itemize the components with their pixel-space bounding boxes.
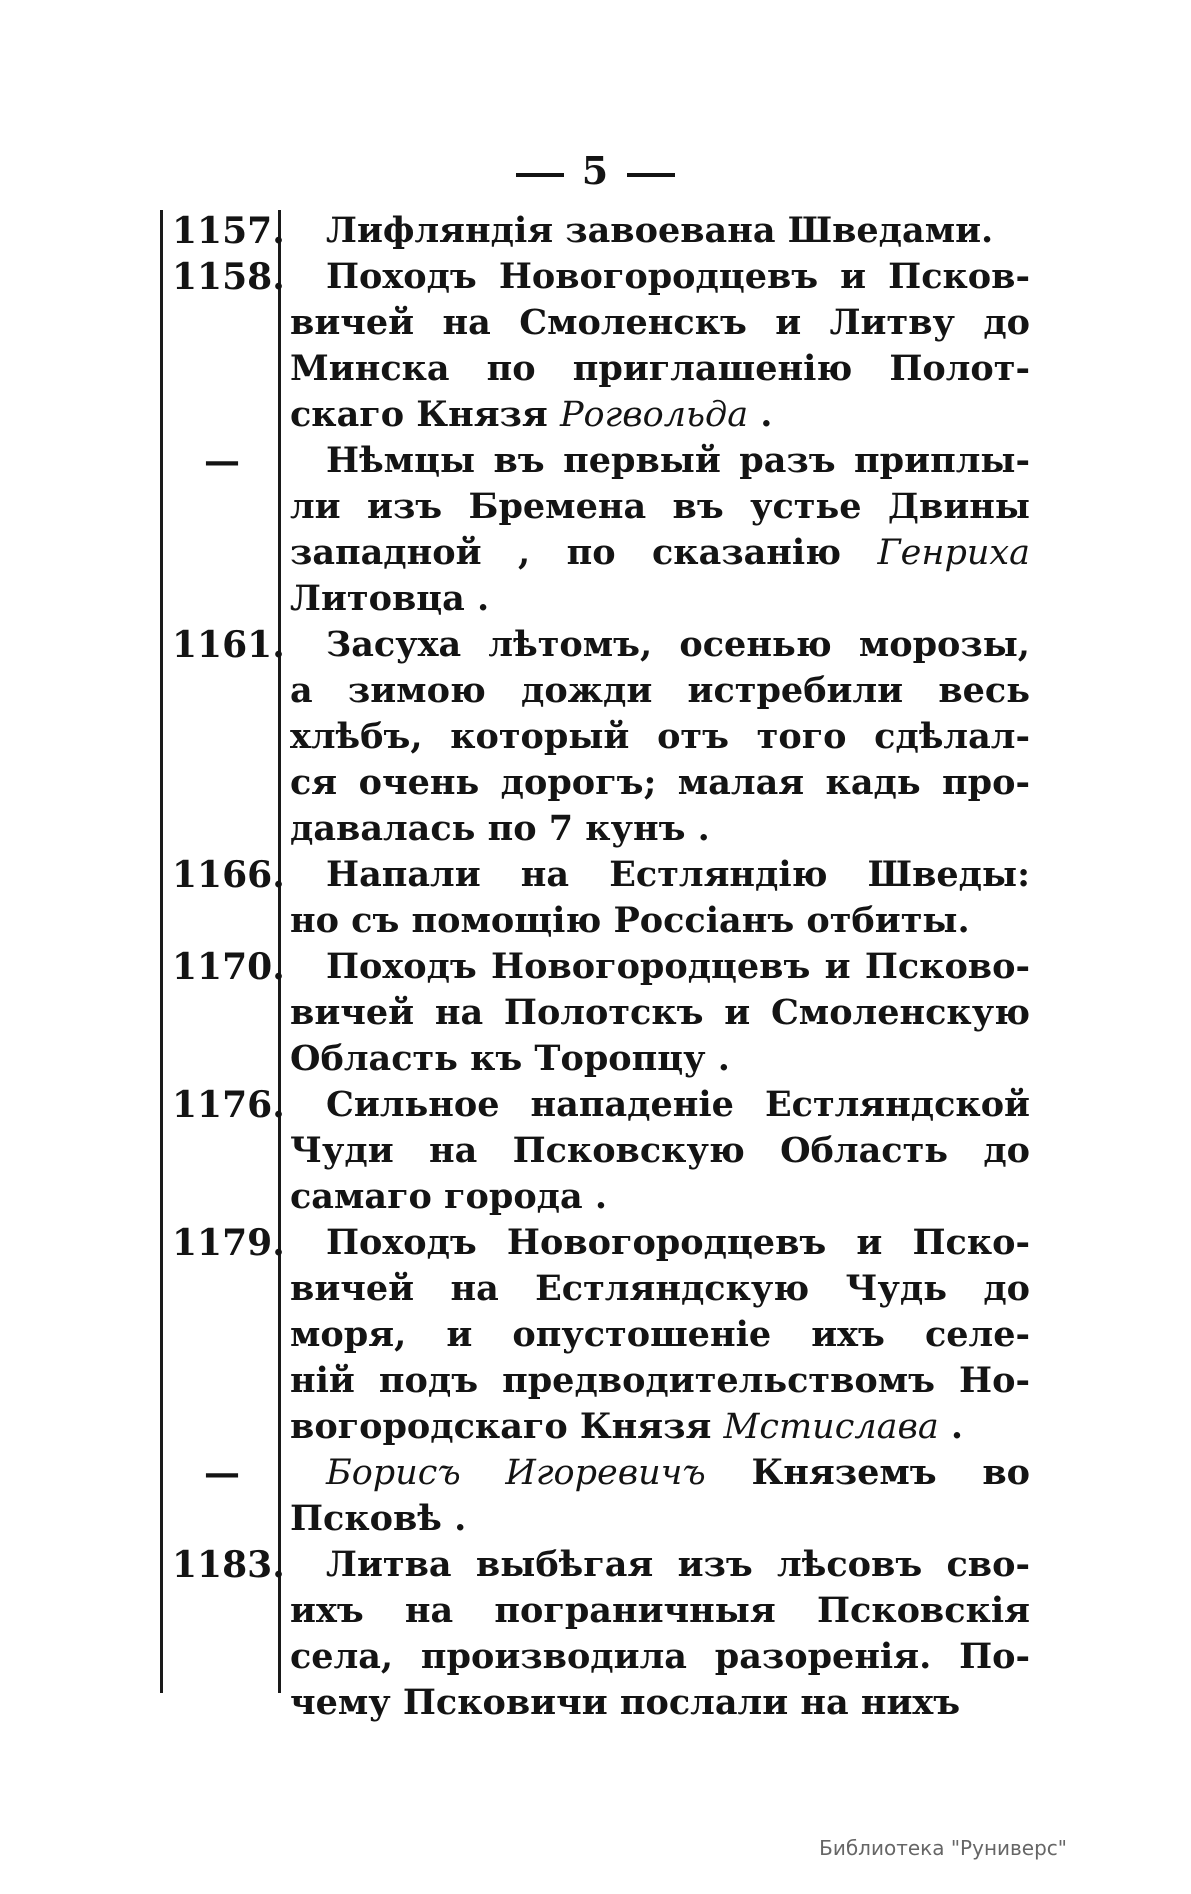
- text-line: [290, 1404, 1030, 1450]
- entry-year: 1157.: [172, 210, 285, 252]
- italic-name: Борисъ Игоревичъ: [326, 1453, 706, 1493]
- entry-year: 1176.: [172, 1084, 285, 1126]
- entry-text: [290, 944, 1030, 1082]
- text-line: [290, 346, 1030, 392]
- text-run: моря, и опустошеніе ихъ селе-: [290, 1314, 1030, 1355]
- text-run: а зимою дожди истребили весь: [290, 670, 1030, 711]
- text-run: скаго Князя: [290, 394, 560, 435]
- entry-year: —: [204, 440, 240, 482]
- entry-text: [290, 438, 1030, 622]
- text-run: Походъ Новогородцевъ и Пско-: [326, 1222, 1030, 1263]
- right-dash-ornament: [627, 173, 675, 177]
- text-run: Нѣмцы въ первый разъ приплы-: [326, 440, 1030, 481]
- chronicle-entry: [0, 1450, 1191, 1542]
- text-run: Походъ Новогородцевъ и Псково-: [326, 946, 1030, 987]
- chronicle-entry: [0, 622, 1191, 852]
- text-run: западной , по сказанію: [290, 532, 878, 573]
- chronicle-entry: [0, 1542, 1191, 1726]
- text-run: самаго города .: [290, 1176, 608, 1217]
- text-line: [290, 1542, 1030, 1588]
- text-run: хлѣбъ, который отъ того сдѣлал-: [290, 716, 1030, 757]
- text-line: [290, 852, 1030, 898]
- italic-name: Рогвольда: [559, 395, 749, 435]
- text-line: [290, 1450, 1030, 1496]
- text-run: вичей на Смоленскъ и Литву до: [290, 302, 1030, 343]
- text-line: [290, 898, 1030, 944]
- entry-text: [290, 852, 1030, 944]
- chronicle-entry: [0, 852, 1191, 944]
- entry-text: [290, 1220, 1030, 1450]
- text-line: [290, 1266, 1030, 1312]
- text-line: [290, 622, 1030, 668]
- text-line: [290, 1128, 1030, 1174]
- text-line: [290, 1036, 1030, 1082]
- text-run: Напали на Естляндію Шведы:: [326, 854, 1030, 895]
- entry-text: [290, 1450, 1030, 1542]
- italic-name: Генриха: [877, 533, 1030, 573]
- text-line: [290, 760, 1030, 806]
- text-run: ній подъ предводительствомъ Но-: [290, 1360, 1030, 1401]
- text-run: Псковѣ .: [290, 1498, 467, 1539]
- text-run: села, производила разоренія. По-: [290, 1636, 1030, 1677]
- text-run: вичей на Полотскъ и Смоленскую: [290, 992, 1030, 1033]
- text-run: Область къ Торопцу .: [290, 1038, 730, 1079]
- text-line: [290, 484, 1030, 530]
- text-line: [290, 1082, 1030, 1128]
- text-run: но съ помощію Россіанъ отбиты.: [290, 900, 970, 941]
- text-run: .: [748, 394, 773, 435]
- text-run: ихъ на пограничныя Псковскія: [290, 1590, 1030, 1631]
- text-run: Литовца .: [290, 578, 490, 619]
- chronicle-entry: [0, 438, 1191, 622]
- chronicle-entry: [0, 208, 1191, 254]
- chronicle-entry: [0, 1220, 1191, 1450]
- chronicle-entry: [0, 254, 1191, 438]
- text-line: [290, 1588, 1030, 1634]
- text-run: Чуди на Псковскую Область до: [290, 1130, 1030, 1171]
- text-run: Лифляндія завоевана Шведами.: [326, 210, 994, 251]
- chronicle-entries: [0, 208, 1191, 1726]
- text-run: Засуха лѣтомъ, осенью морозы,: [326, 624, 1030, 665]
- text-run: Минска по приглашенію Полот-: [290, 348, 1030, 389]
- text-run: Литва выбѣгая изъ лѣсовъ сво-: [326, 1544, 1030, 1585]
- text-run: чему Псковичи послали на нихъ: [290, 1682, 961, 1723]
- text-run: Сильное нападеніе Естляндской: [326, 1084, 1030, 1125]
- entry-text: [290, 254, 1030, 438]
- library-watermark: Библиотека "Руниверс": [819, 1836, 1067, 1860]
- entry-year: 1179.: [172, 1222, 285, 1264]
- entry-year: 1183.: [172, 1544, 285, 1586]
- entry-text: [290, 622, 1030, 852]
- text-line: [290, 1312, 1030, 1358]
- text-run: Княземъ во: [705, 1452, 1030, 1493]
- text-run: вичей на Естляндскую Чудь до: [290, 1268, 1030, 1309]
- entry-text: [290, 1542, 1030, 1726]
- text-run: .: [938, 1406, 964, 1447]
- chronicle-entry: [0, 944, 1191, 1082]
- text-line: [290, 1680, 1030, 1726]
- text-line: [290, 1496, 1030, 1542]
- text-line: [290, 1220, 1030, 1266]
- text-line: [290, 944, 1030, 990]
- text-run: ли изъ Бремена въ устье Двины: [290, 486, 1030, 527]
- text-line: [290, 990, 1030, 1036]
- text-line: [290, 714, 1030, 760]
- text-run: ся очень дорогъ; малая кадь про-: [290, 762, 1030, 803]
- text-line: [290, 254, 1030, 300]
- text-line: [290, 438, 1030, 484]
- text-run: давалась по 7 кунъ .: [290, 808, 710, 849]
- entry-text: [290, 1082, 1030, 1220]
- text-line: [290, 806, 1030, 852]
- text-line: [290, 208, 1030, 254]
- text-line: [290, 1634, 1030, 1680]
- entry-text: [290, 208, 1030, 254]
- chronicle-entry: [0, 1082, 1191, 1220]
- text-line: [290, 300, 1030, 346]
- text-line: [290, 668, 1030, 714]
- text-run: Походъ Новогородцевъ и Псков-: [326, 256, 1030, 297]
- text-line: [290, 530, 1030, 576]
- entry-year: 1158.: [172, 256, 285, 298]
- text-line: [290, 576, 1030, 622]
- entry-year: 1166.: [172, 854, 285, 896]
- entry-year: 1161.: [172, 624, 285, 666]
- text-line: [290, 1174, 1030, 1220]
- text-line: [290, 392, 1030, 438]
- text-run: вогородскаго Князя: [290, 1406, 724, 1447]
- page-number: 5: [581, 148, 610, 193]
- left-dash-ornament: [516, 173, 564, 177]
- entry-year: 1170.: [172, 946, 285, 988]
- italic-name: Мстислава: [723, 1407, 939, 1447]
- page-number-header: [0, 148, 1191, 193]
- entry-year: —: [204, 1452, 240, 1494]
- text-line: [290, 1358, 1030, 1404]
